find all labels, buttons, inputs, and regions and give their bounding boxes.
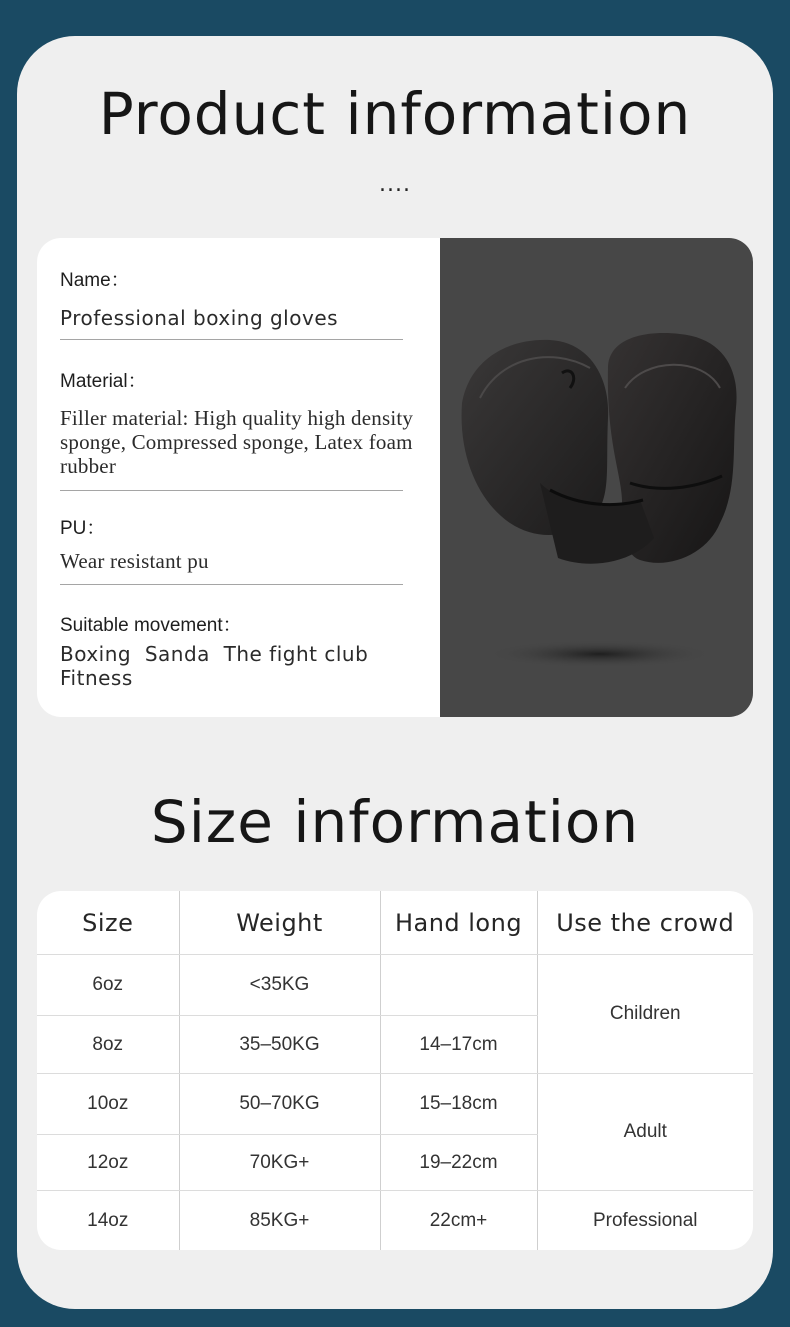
divider [60,339,403,340]
hand-cell: 19–22cm [380,1135,537,1191]
header-use-the-crowd: Use the crowd [537,891,753,955]
crowd-cell: Children [537,955,753,1074]
name-label: Name： [60,270,130,291]
header-size: Size [37,891,179,955]
size-cell: 14oz [37,1191,179,1251]
divider [60,584,403,585]
weight-cell: 70KG+ [179,1135,380,1191]
header-weight: Weight [179,891,380,955]
hand-cell [380,955,537,1016]
weight-cell: 85KG+ [179,1191,380,1251]
size-cell: 8oz [37,1016,179,1074]
size-cell: 12oz [37,1135,179,1191]
size-table-card [37,891,753,1250]
size-table [37,891,753,1250]
hand-cell: 15–18cm [380,1074,537,1135]
size-info-title: Size information [150,788,640,856]
divider [60,490,403,491]
product-info-card [37,238,753,717]
pu-label: PU： [60,518,106,539]
header-hand-long: Hand long [380,891,537,955]
table-header-row [37,891,753,955]
pu-value: Wear resistant pu [60,549,209,573]
crowd-cell: Professional [592,1210,698,1232]
size-cell: 10oz [37,1074,179,1135]
hand-cell: 22cm+ [380,1191,537,1251]
divider-dots: .... [379,172,411,197]
table-row [37,1074,753,1135]
material-label: Material： [60,371,147,392]
material-value: Filler material: High quality high density sponge, Compressed sponge, Latex foam rubber [60,406,414,478]
size-cell: 6oz [37,955,179,1016]
name-value: Professional boxing gloves [60,306,339,330]
weight-cell: <35KG [179,955,380,1016]
weight-cell: 50–70KG [179,1074,380,1135]
table-row [37,1191,753,1251]
boxing-gloves-image [440,238,753,717]
movement-label: Suitable movement： [60,615,242,636]
movement-value: Boxing Sanda The fight club Fitness [60,642,376,690]
hand-cell: 14–17cm [380,1016,537,1074]
crowd-cell: Adult [537,1074,753,1191]
product-info-title: Product information [98,80,692,148]
table-row [37,955,753,1016]
weight-cell: 35–50KG [179,1016,380,1074]
